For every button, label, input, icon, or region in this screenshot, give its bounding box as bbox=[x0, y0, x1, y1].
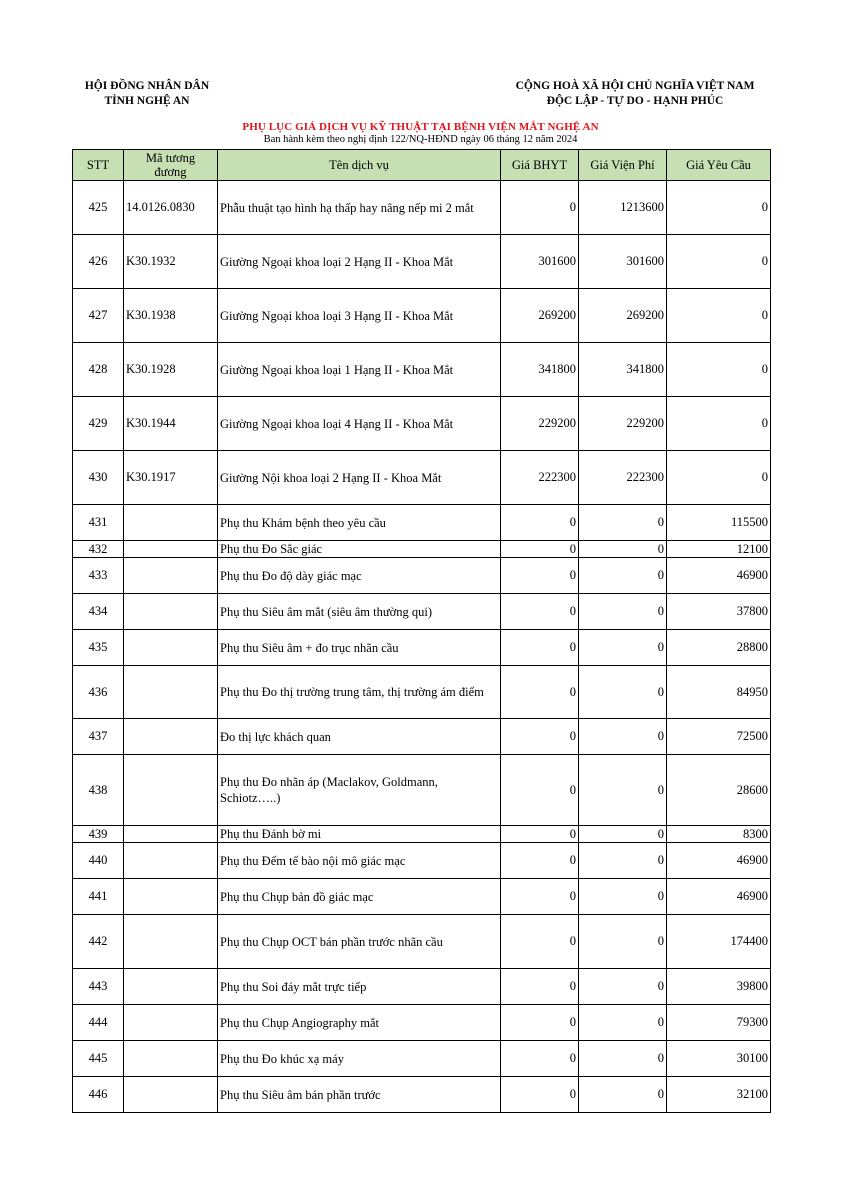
cell-stt: 431 bbox=[73, 505, 124, 541]
cell-stt: 428 bbox=[73, 343, 124, 397]
col-ma bbox=[124, 150, 218, 181]
table-row bbox=[73, 397, 771, 451]
cell-bhyt: 0 bbox=[501, 666, 579, 719]
table-body bbox=[73, 181, 771, 1113]
cell-vienphi: 0 bbox=[579, 719, 667, 755]
issuer-council: HỘI ĐỒNG NHÂN DÂN bbox=[84, 80, 210, 92]
country-name: CỘNG HOÀ XÃ HỘI CHỦ NGHĨA VIỆT NAM bbox=[515, 80, 755, 92]
cell-ten: Phụ thu Soi đáy mắt trực tiếp bbox=[218, 969, 501, 1005]
cell-ten: Giường Nội khoa loại 2 Hạng II - Khoa Mắt bbox=[218, 451, 501, 505]
document-title: PHỤ LỤC GIÁ DỊCH VỤ KỸ THUẬT TẠI BỆNH VIỆN MẮT NGHỆ AN bbox=[242, 121, 599, 133]
cell-ten: Phụ thu Siêu âm mắt (siêu âm thường qui) bbox=[218, 594, 501, 630]
cell-ma: K30.1944 bbox=[124, 397, 218, 451]
cell-ten: Giường Ngoại khoa loại 1 Hạng II - Khoa Mắt bbox=[218, 343, 501, 397]
cell-yeucau: 28600 bbox=[667, 755, 771, 826]
cell-yeucau: 115500 bbox=[667, 505, 771, 541]
cell-stt: 438 bbox=[73, 755, 124, 826]
cell-ten: Phụ thu Đo độ dày giác mạc bbox=[218, 558, 501, 594]
cell-stt: 445 bbox=[73, 1041, 124, 1077]
cell-bhyt: 0 bbox=[501, 1041, 579, 1077]
cell-ma bbox=[124, 826, 218, 843]
table-row bbox=[73, 1077, 771, 1113]
table-row bbox=[73, 1041, 771, 1077]
table-row bbox=[73, 826, 771, 843]
cell-bhyt: 0 bbox=[501, 843, 579, 879]
cell-stt: 439 bbox=[73, 826, 124, 843]
cell-ma bbox=[124, 719, 218, 755]
cell-ten: Đo thị lực khách quan bbox=[218, 719, 501, 755]
cell-stt: 434 bbox=[73, 594, 124, 630]
table-row bbox=[73, 755, 771, 826]
cell-bhyt: 0 bbox=[501, 915, 579, 969]
cell-ma bbox=[124, 541, 218, 558]
cell-ten: Phụ thu Đo thị trường trung tâm, thị trường ám điểm bbox=[218, 666, 501, 719]
cell-yeucau: 46900 bbox=[667, 558, 771, 594]
cell-yeucau: 0 bbox=[667, 397, 771, 451]
cell-ten: Giường Ngoại khoa loại 4 Hạng II - Khoa Mắt bbox=[218, 397, 501, 451]
table-header-row bbox=[73, 150, 771, 181]
cell-vienphi: 0 bbox=[579, 915, 667, 969]
cell-vienphi: 0 bbox=[579, 1005, 667, 1041]
cell-bhyt: 0 bbox=[501, 558, 579, 594]
cell-ten: Phụ thu Đo nhãn áp (Maclakov, Goldmann, Schiotz…..) bbox=[218, 755, 501, 826]
cell-bhyt: 0 bbox=[501, 969, 579, 1005]
cell-ma: K30.1938 bbox=[124, 289, 218, 343]
cell-vienphi: 0 bbox=[579, 505, 667, 541]
cell-vienphi: 229200 bbox=[579, 397, 667, 451]
cell-ma bbox=[124, 505, 218, 541]
cell-yeucau: 28800 bbox=[667, 630, 771, 666]
cell-bhyt: 0 bbox=[501, 719, 579, 755]
cell-ten: Phụ thu Đo Sắc giác bbox=[218, 541, 501, 558]
cell-bhyt: 0 bbox=[501, 1005, 579, 1041]
cell-ma bbox=[124, 915, 218, 969]
cell-yeucau: 46900 bbox=[667, 843, 771, 879]
cell-ma bbox=[124, 969, 218, 1005]
cell-yeucau: 30100 bbox=[667, 1041, 771, 1077]
table-row bbox=[73, 594, 771, 630]
national-motto bbox=[500, 79, 770, 109]
cell-bhyt: 0 bbox=[501, 505, 579, 541]
col-bhyt: Giá BHYT bbox=[501, 150, 579, 181]
cell-ten: Phụ thu Khám bệnh theo yêu cầu bbox=[218, 505, 501, 541]
col-vienphi: Giá Viện Phí bbox=[579, 150, 667, 181]
cell-bhyt: 0 bbox=[501, 594, 579, 630]
issuer-province: TỈNH NGHỆ AN bbox=[104, 95, 190, 107]
cell-stt: 426 bbox=[73, 235, 124, 289]
cell-ten: Phụ thu Đếm tế bào nội mô giác mạc bbox=[218, 843, 501, 879]
cell-ten: Giường Ngoại khoa loại 2 Hạng II - Khoa Mắt bbox=[218, 235, 501, 289]
cell-ten: Phụ thu Siêu âm + đo trục nhãn cầu bbox=[218, 630, 501, 666]
cell-stt: 435 bbox=[73, 630, 124, 666]
col-stt: STT bbox=[73, 150, 124, 181]
table-row bbox=[73, 666, 771, 719]
cell-ten: Phụ thu Đánh bờ mi bbox=[218, 826, 501, 843]
cell-stt: 444 bbox=[73, 1005, 124, 1041]
cell-ma bbox=[124, 630, 218, 666]
table-row bbox=[73, 343, 771, 397]
cell-ten: Phụ thu Siêu âm bán phần trước bbox=[218, 1077, 501, 1113]
cell-bhyt: 269200 bbox=[501, 289, 579, 343]
cell-vienphi: 301600 bbox=[579, 235, 667, 289]
cell-bhyt: 0 bbox=[501, 826, 579, 843]
table-row bbox=[73, 969, 771, 1005]
cell-ten: Phụ thu Đo khúc xạ máy bbox=[218, 1041, 501, 1077]
cell-ma: K30.1928 bbox=[124, 343, 218, 397]
cell-stt: 433 bbox=[73, 558, 124, 594]
cell-ma bbox=[124, 1005, 218, 1041]
cell-bhyt: 0 bbox=[501, 755, 579, 826]
cell-ten: Giường Ngoại khoa loại 3 Hạng II - Khoa Mắt bbox=[218, 289, 501, 343]
cell-vienphi: 341800 bbox=[579, 343, 667, 397]
col-ten: Tên dịch vụ bbox=[218, 150, 501, 181]
cell-bhyt: 341800 bbox=[501, 343, 579, 397]
cell-stt: 441 bbox=[73, 879, 124, 915]
cell-stt: 432 bbox=[73, 541, 124, 558]
cell-yeucau: 0 bbox=[667, 181, 771, 235]
cell-stt: 429 bbox=[73, 397, 124, 451]
table-row bbox=[73, 541, 771, 558]
cell-vienphi: 0 bbox=[579, 755, 667, 826]
cell-yeucau: 46900 bbox=[667, 879, 771, 915]
cell-ma bbox=[124, 1077, 218, 1113]
document-subtitle: Ban hành kèm theo nghị định 122/NQ-HĐND ngày 06 tháng 12 năm 2024 bbox=[263, 134, 578, 145]
cell-ma bbox=[124, 1041, 218, 1077]
cell-yeucau: 0 bbox=[667, 343, 771, 397]
cell-yeucau: 174400 bbox=[667, 915, 771, 969]
cell-bhyt: 0 bbox=[501, 630, 579, 666]
table-row bbox=[73, 630, 771, 666]
col-yeucau: Giá Yêu Cầu bbox=[667, 150, 771, 181]
price-table bbox=[72, 149, 771, 1113]
cell-yeucau: 79300 bbox=[667, 1005, 771, 1041]
cell-ma: K30.1932 bbox=[124, 235, 218, 289]
cell-bhyt: 0 bbox=[501, 879, 579, 915]
issuer-header bbox=[72, 79, 222, 109]
cell-yeucau: 0 bbox=[667, 451, 771, 505]
cell-vienphi: 0 bbox=[579, 666, 667, 719]
cell-ten: Phụ thu Chụp Angiography mắt bbox=[218, 1005, 501, 1041]
cell-vienphi: 0 bbox=[579, 1077, 667, 1113]
cell-stt: 430 bbox=[73, 451, 124, 505]
cell-ten: Phẫu thuật tạo hình hạ thấp hay nâng nếp mi 2 mắt bbox=[218, 181, 501, 235]
col-ma-line2: đương bbox=[154, 165, 187, 179]
cell-bhyt: 229200 bbox=[501, 397, 579, 451]
col-ma-line1: Mã tương bbox=[145, 151, 196, 165]
motto: ĐỘC LẬP - TỰ DO - HẠNH PHÚC bbox=[546, 95, 724, 107]
cell-stt: 436 bbox=[73, 666, 124, 719]
cell-stt: 437 bbox=[73, 719, 124, 755]
cell-vienphi: 0 bbox=[579, 969, 667, 1005]
cell-yeucau: 12100 bbox=[667, 541, 771, 558]
cell-yeucau: 72500 bbox=[667, 719, 771, 755]
cell-vienphi: 0 bbox=[579, 630, 667, 666]
cell-vienphi: 1213600 bbox=[579, 181, 667, 235]
cell-ma: 14.0126.0830 bbox=[124, 181, 218, 235]
table-row bbox=[73, 558, 771, 594]
cell-vienphi: 0 bbox=[579, 558, 667, 594]
cell-stt: 443 bbox=[73, 969, 124, 1005]
cell-yeucau: 39800 bbox=[667, 969, 771, 1005]
cell-ma: K30.1917 bbox=[124, 451, 218, 505]
cell-stt: 440 bbox=[73, 843, 124, 879]
table-row bbox=[73, 289, 771, 343]
cell-yeucau: 0 bbox=[667, 289, 771, 343]
cell-vienphi: 269200 bbox=[579, 289, 667, 343]
cell-bhyt: 222300 bbox=[501, 451, 579, 505]
cell-ten: Phụ thu Chụp bản đồ giác mạc bbox=[218, 879, 501, 915]
cell-yeucau: 0 bbox=[667, 235, 771, 289]
cell-stt: 442 bbox=[73, 915, 124, 969]
cell-yeucau: 84950 bbox=[667, 666, 771, 719]
cell-ma bbox=[124, 594, 218, 630]
cell-vienphi: 0 bbox=[579, 826, 667, 843]
table-row bbox=[73, 915, 771, 969]
table-row bbox=[73, 451, 771, 505]
cell-yeucau: 37800 bbox=[667, 594, 771, 630]
cell-bhyt: 0 bbox=[501, 1077, 579, 1113]
cell-bhyt: 0 bbox=[501, 181, 579, 235]
cell-stt: 425 bbox=[73, 181, 124, 235]
table-row bbox=[73, 843, 771, 879]
table-row bbox=[73, 235, 771, 289]
table-row bbox=[73, 879, 771, 915]
cell-yeucau: 8300 bbox=[667, 826, 771, 843]
cell-vienphi: 0 bbox=[579, 594, 667, 630]
cell-ma bbox=[124, 558, 218, 594]
cell-ma bbox=[124, 755, 218, 826]
cell-vienphi: 0 bbox=[579, 843, 667, 879]
cell-vienphi: 0 bbox=[579, 541, 667, 558]
cell-yeucau: 32100 bbox=[667, 1077, 771, 1113]
cell-bhyt: 301600 bbox=[501, 235, 579, 289]
cell-stt: 446 bbox=[73, 1077, 124, 1113]
table-row bbox=[73, 719, 771, 755]
cell-stt: 427 bbox=[73, 289, 124, 343]
cell-ma bbox=[124, 666, 218, 719]
table-row bbox=[73, 181, 771, 235]
cell-vienphi: 222300 bbox=[579, 451, 667, 505]
cell-ma bbox=[124, 879, 218, 915]
cell-bhyt: 0 bbox=[501, 541, 579, 558]
cell-ten: Phụ thu Chụp OCT bán phần trước nhãn cầu bbox=[218, 915, 501, 969]
cell-vienphi: 0 bbox=[579, 1041, 667, 1077]
table-row bbox=[73, 1005, 771, 1041]
cell-ma bbox=[124, 843, 218, 879]
table-row bbox=[73, 505, 771, 541]
cell-vienphi: 0 bbox=[579, 879, 667, 915]
